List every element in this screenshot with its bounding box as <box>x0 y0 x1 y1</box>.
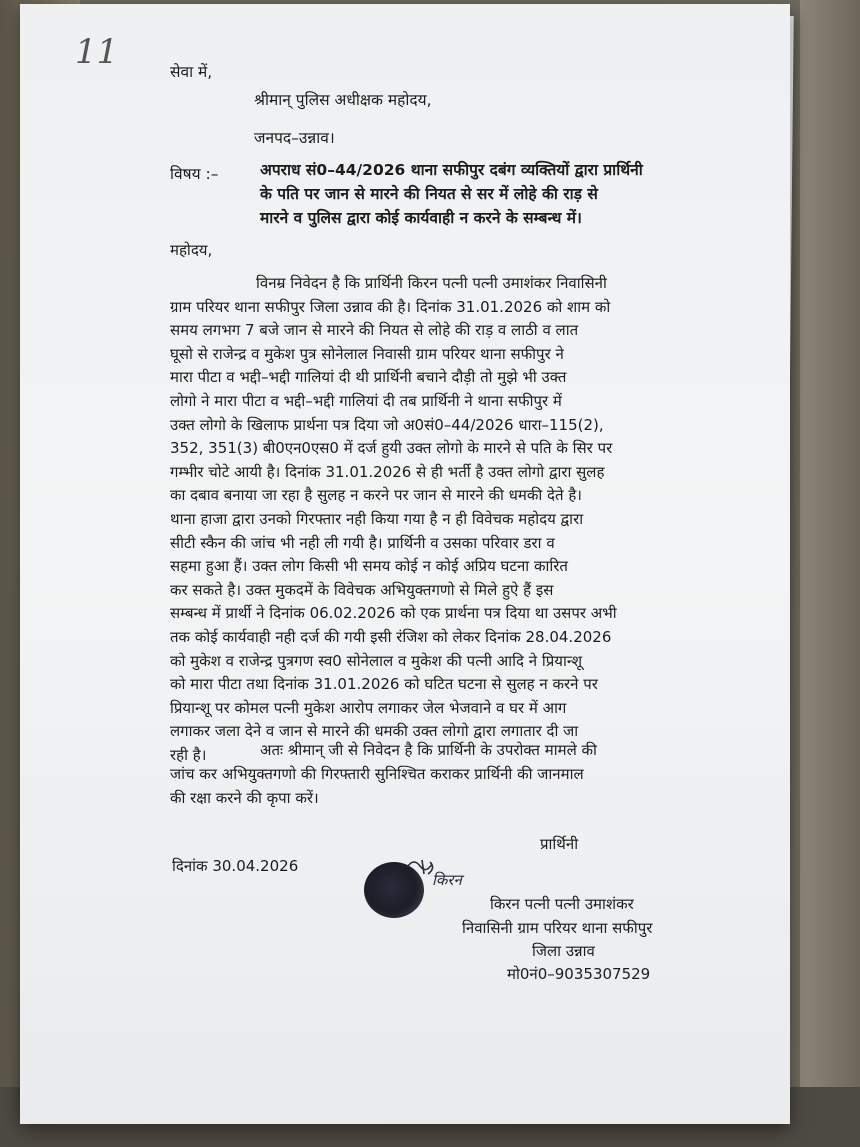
sender-district: जिला उन्नाव <box>532 942 595 960</box>
body-line: ग्राम परियर थाना सफीपुर जिला उन्नाव की है। दिनांक 31.01.2026 को शाम को <box>170 297 611 316</box>
body-line: सम्बन्ध में प्रार्थी ने दिनांक 06.02.2026 को एक प्रार्थना पत्र दिया था उसपर अभी <box>170 604 617 623</box>
closing-paragraph <box>170 738 715 810</box>
signature-name: किरन <box>432 871 462 889</box>
district-line: जनपद–उन्नाव। <box>254 129 335 147</box>
body-line: समय लगभग 7 बजे जान से मारने की नियत से लोहे की राड़ व लाठी व लात <box>170 321 579 340</box>
body-line: विनम्र निवेदन है कि प्रार्थिनी किरन पत्नी पत्नी उमाशंकर निवासिनी <box>256 274 607 292</box>
body-line: मारा पीटा व भद्दी–भद्दी गालियां दी थी प्रार्थिनी बचाने दौड़ी तो मुझे भी उक्त <box>170 368 567 387</box>
body-line: रही है। <box>170 745 207 764</box>
body-line: कर सकते है। उक्त मुकदमें के विवेचक अभियुक्तगणो से मिले हुऐ हैं इस <box>170 580 554 599</box>
sender-address: निवासिनी ग्राम परियर थाना सफीपुर <box>462 919 653 937</box>
subject-line: मारने व पुलिस द्वारा कोई कार्यवाही न करने के सम्बन्ध में। <box>260 209 582 227</box>
subject-line: के पति पर जान से मारने की नियत से सर में लोहे की राड़ से <box>260 185 598 203</box>
closing-line: की रक्षा करने की कृपा करें। <box>170 789 319 807</box>
greeting: महोदय, <box>170 241 213 259</box>
body-line: को मुकेश व राजेन्द्र पुत्रगण स्व0 सोनेलाल व मुकेश की पत्नी आदि ने प्रियान्शू <box>170 651 583 670</box>
closing-line: अतः श्रीमान् जी से निवेदन है कि प्रार्थिनी के उपरोक्त मामले की <box>260 741 597 759</box>
body-line: तक कोई कार्यवाही नही दर्ज की गयी इसी रंजिश को लेकर दिनांक 28.04.2026 <box>170 627 612 646</box>
subject-line: अपराध सं0–44/2026 थाना सफीपुर दबंग व्यक्तियों द्वारा प्रार्थिनी <box>260 161 643 179</box>
body-line: सीटी स्कैन की जांच भी नही ली गयी है। प्रार्थिनी व उसका परिवार डरा व <box>170 533 555 552</box>
addressee: श्रीमान् पुलिस अधीक्षक महोदय, <box>254 91 432 109</box>
body-line: 352, 351(3) बी0एन0एस0 में दर्ज हुयी उक्त लोगो के मारने से पति के सिर पर <box>170 439 613 458</box>
body-line: को मारा पीटा तथा दिनांक 31.01.2026 को घटित घटना से सुलह न करने पर <box>170 675 598 694</box>
background-right <box>800 0 860 1147</box>
body-line: घूसो से राजेन्द्र व मुकेश पुत्र सोनेलाल निवासी ग्राम परियर थाना सफीपुर ने <box>170 344 564 363</box>
sender-mobile: मो0नं0–9035307529 <box>507 965 651 983</box>
body-line: का दबाव बनाया जा रहा है सुलह न करने पर जान से मारने की धमकी देते है। <box>170 486 582 505</box>
sender-name: किरन पत्नी पत्नी उमाशंकर <box>490 895 634 913</box>
subject-text <box>260 158 715 230</box>
body-line: प्रियान्शू पर कोमल पत्नी मुकेश आरोप लगाकर जेल भेजवाने व घर में आग <box>170 698 567 717</box>
applicant-label: प्रार्थिनी <box>540 835 579 853</box>
salutation-to: सेवा में, <box>170 63 213 81</box>
body-line: लोगो ने मारा पीटा व भद्दी–भद्दी गालियां दी तब प्रार्थिनी ने थाना सफीपुर में <box>170 391 562 410</box>
subject-label: विषय :– <box>170 165 219 183</box>
body-line: गम्भीर चोटे आयी है। दिनांक 31.01.2026 से ही भर्ती है उक्त लोगो द्वारा सुलह <box>170 462 605 481</box>
body-line: थाना हाजा द्वारा उनको गिरफ्तार नही किया गया है न ही विवेचक महोदय द्वारा <box>170 509 584 528</box>
closing-line: जांच कर अभियुक्तगणो की गिरफ्तारी सुनिश्चित कराकर प्रार्थिनी की जानमाल <box>170 765 584 783</box>
letter-page <box>20 4 790 1124</box>
corner-handwritten-mark: 11 <box>75 32 119 72</box>
letter-date: दिनांक 30.04.2026 <box>172 857 299 875</box>
body-paragraph <box>170 272 715 767</box>
body-line: लगाकर जला देने व जान से मारने की धमकी उक्त लोगो द्वारा लगातार दी जा <box>170 722 579 741</box>
body-line: उक्त लोगो के खिलाफ प्रार्थना पत्र दिया जो अ0सं0–44/2026 धारा–115(2), <box>170 415 604 434</box>
body-line: सहमा हुआ हैं। उक्त लोग किसी भी समय कोई न कोई अप्रिय घटना कारित <box>170 557 568 576</box>
